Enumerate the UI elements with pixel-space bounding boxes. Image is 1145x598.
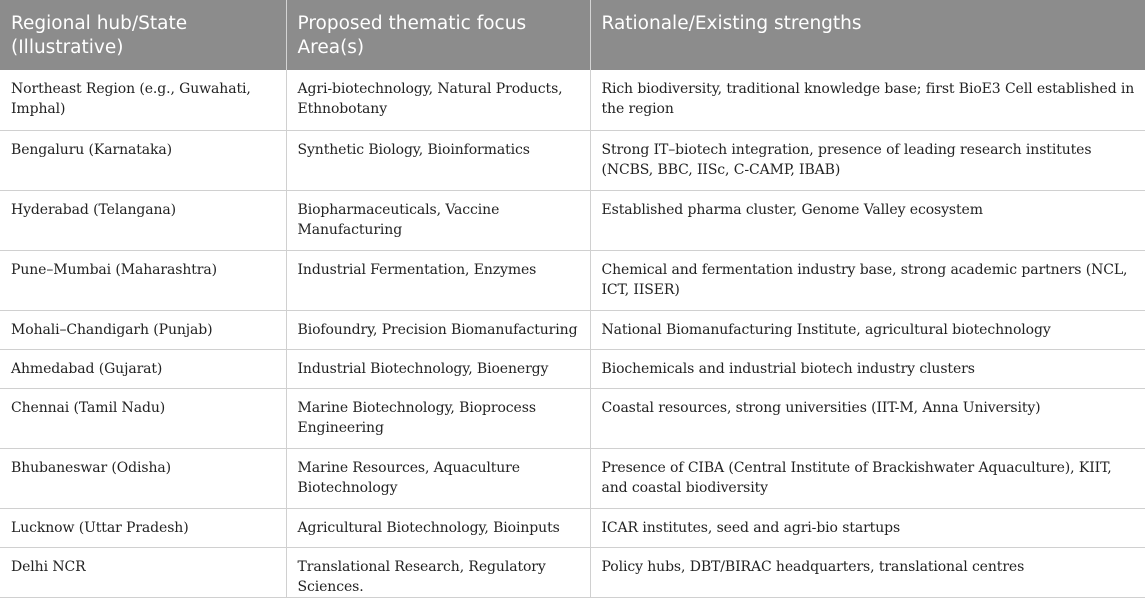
cell-focus: Marine Resources, Aquaculture Biotechnology: [286, 448, 590, 508]
cell-focus: Biofoundry, Precision Biomanufacturing: [286, 310, 590, 349]
cell-rationale: Chemical and fermentation industry base, strong academic partners (NCL, ICT, IISER): [590, 250, 1145, 310]
header-regional-hub: Regional hub/State (Illustrative): [0, 0, 286, 70]
table-row: [0, 508, 1145, 547]
cell-hub: Ahmedabad (Gujarat): [0, 349, 286, 388]
cell-hub: Delhi NCR: [0, 547, 286, 597]
cell-focus: Industrial Biotechnology, Bioenergy: [286, 349, 590, 388]
cell-hub: Bengaluru (Karnataka): [0, 130, 286, 190]
table-row: [0, 190, 1145, 250]
cell-rationale: Policy hubs, DBT/BIRAC headquarters, translational centres: [590, 547, 1145, 597]
table-row: [0, 349, 1145, 388]
cell-focus: Agricultural Biotechnology, Bioinputs: [286, 508, 590, 547]
cell-hub: Northeast Region (e.g., Guwahati, Imphal): [0, 70, 286, 130]
cell-focus: Biopharmaceuticals, Vaccine Manufacturing: [286, 190, 590, 250]
table-row: [0, 388, 1145, 448]
cell-rationale: ICAR institutes, seed and agri-bio startups: [590, 508, 1145, 547]
table-row: [0, 130, 1145, 190]
cell-hub: Hyderabad (Telangana): [0, 190, 286, 250]
header-thematic-focus: Proposed thematic focus Area(s): [286, 0, 590, 70]
cell-rationale: Strong IT–biotech integration, presence of leading research institutes (NCBS, BBC, IISc, C-CAMP, IBAB): [590, 130, 1145, 190]
cell-hub: Mohali–Chandigarh (Punjab): [0, 310, 286, 349]
header-row: [0, 0, 1145, 70]
cell-focus: Agri-biotechnology, Natural Products, Ethnobotany: [286, 70, 590, 130]
table-row: [0, 310, 1145, 349]
cell-focus: Marine Biotechnology, Bioprocess Engineering: [286, 388, 590, 448]
cell-focus: Industrial Fermentation, Enzymes: [286, 250, 590, 310]
cell-rationale: Coastal resources, strong universities (IIT-M, Anna University): [590, 388, 1145, 448]
header-rationale: Rationale/Existing strengths: [590, 0, 1145, 70]
cell-rationale: Established pharma cluster, Genome Valley ecosystem: [590, 190, 1145, 250]
cell-focus: Translational Research, Regulatory Sciences.: [286, 547, 590, 597]
cell-rationale: National Biomanufacturing Institute, agricultural biotechnology: [590, 310, 1145, 349]
cell-hub: Bhubaneswar (Odisha): [0, 448, 286, 508]
table-row: [0, 448, 1145, 508]
cell-rationale: Rich biodiversity, traditional knowledge base; first BioE3 Cell established in the region: [590, 70, 1145, 130]
cell-rationale: Presence of CIBA (Central Institute of Brackishwater Aquaculture), KIIT, and coastal biodiversity: [590, 448, 1145, 508]
table-row: [0, 547, 1145, 597]
cell-focus: Synthetic Biology, Bioinformatics: [286, 130, 590, 190]
cell-hub: Pune–Mumbai (Maharashtra): [0, 250, 286, 310]
table-row: [0, 70, 1145, 130]
cell-rationale: Biochemicals and industrial biotech industry clusters: [590, 349, 1145, 388]
table-row: [0, 250, 1145, 310]
cell-hub: Chennai (Tamil Nadu): [0, 388, 286, 448]
cell-hub: Lucknow (Uttar Pradesh): [0, 508, 286, 547]
